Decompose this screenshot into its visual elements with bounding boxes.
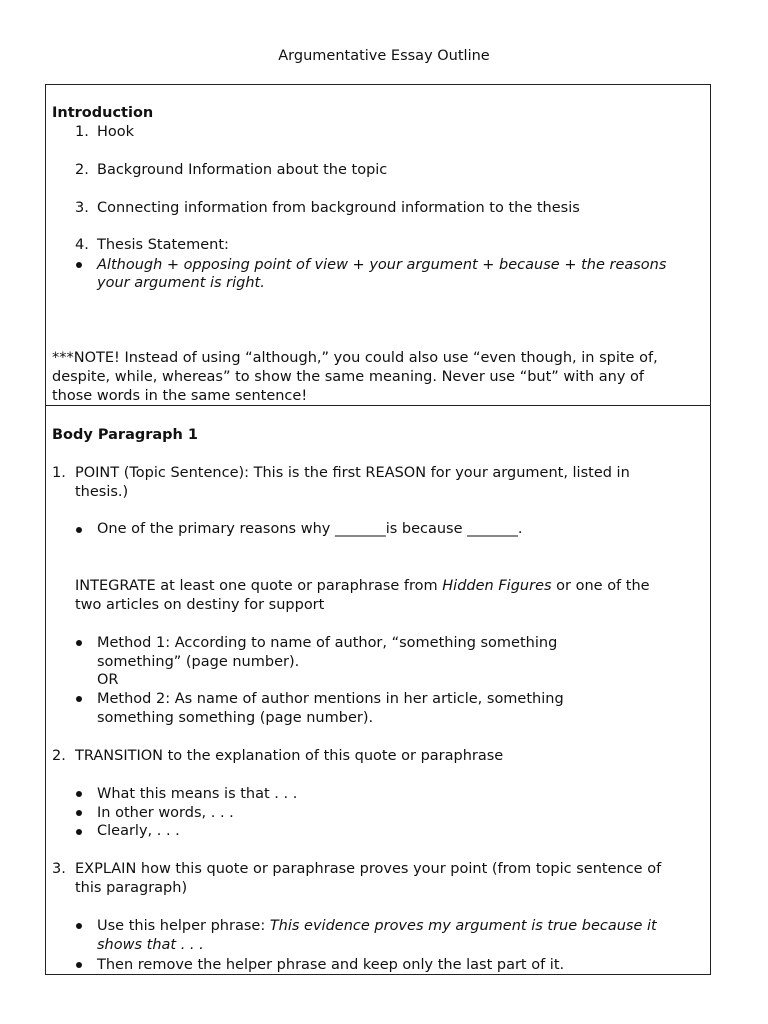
explain-line-1: EXPLAIN how this quote or paraphrase proves your point (from topic sentence of <box>75 861 662 877</box>
bullet-icon <box>76 262 82 268</box>
explain-number: 3. <box>52 861 66 877</box>
intro-item-3-text: Connecting information from background information to the thesis <box>97 200 580 216</box>
bullet-icon <box>76 640 82 646</box>
point-line-1: POINT (Topic Sentence): This is the first REASON for your argument, listed in <box>75 465 630 481</box>
bullet-icon <box>76 810 82 816</box>
thesis-formula-line-1: Although + opposing point of view + your argument + because + the reasons <box>97 257 667 273</box>
method-2-line-1: Method 2: As name of author mentions in her article, something <box>97 691 564 707</box>
method-1-line-1: Method 1: According to name of author, “something something <box>97 635 558 651</box>
intro-item-2-number: 2. <box>75 162 89 178</box>
transition-bullet-2: In other words, . . . <box>97 805 234 821</box>
hidden-figures-title: Hidden Figures <box>442 578 552 594</box>
intro-item-1-number: 1. <box>75 124 89 140</box>
thesis-formula-line-2: your argument is right. <box>97 275 265 291</box>
remove-helper-bullet: Then remove the helper phrase and keep only the last part of it. <box>97 957 565 973</box>
helper-phrase-line-2: shows that . . . <box>97 937 204 953</box>
body-paragraph-1-heading: Body Paragraph 1 <box>52 427 199 443</box>
intro-item-3-number: 3. <box>75 200 89 216</box>
note-line-3: those words in the same sentence! <box>52 388 308 404</box>
bullet-icon <box>76 962 82 968</box>
point-sentence-frame: One of the primary reasons why _______is because _______. <box>97 521 523 537</box>
intro-item-2-text: Background Information about the topic <box>97 162 388 178</box>
bullet-icon <box>76 791 82 797</box>
note-line-2: despite, while, whereas” to show the same meaning. Never use “but” with any of <box>52 369 645 385</box>
integrate-line-1 <box>75 577 650 596</box>
helper-phrase-line-1 <box>97 917 657 936</box>
bullet-icon <box>76 923 82 929</box>
integrate-line-1-end: or one of the <box>551 578 650 594</box>
intro-item-4-text: Thesis Statement: <box>97 237 229 253</box>
transition-bullet-1: What this means is that . . . <box>97 786 298 802</box>
bullet-icon <box>76 527 82 533</box>
method-1-line-2: something” (page number). <box>97 654 300 670</box>
integrate-line-1-start: INTEGRATE at least one quote or paraphrase from <box>75 578 443 594</box>
explain-line-2: this paragraph) <box>75 880 188 896</box>
or-label: OR <box>97 672 119 688</box>
bullet-icon <box>76 829 82 835</box>
point-line-2: thesis.) <box>75 484 129 500</box>
introduction-heading: Introduction <box>52 105 154 121</box>
intro-item-1-text: Hook <box>97 124 135 140</box>
integrate-line-2: two articles on destiny for support <box>75 597 325 613</box>
transition-bullet-3: Clearly, . . . <box>97 823 180 839</box>
method-2-line-2: something something (page number). <box>97 710 374 726</box>
bullet-icon <box>76 696 82 702</box>
transition-number: 2. <box>52 748 66 764</box>
transition-text: TRANSITION to the explanation of this quote or paraphrase <box>75 748 504 764</box>
point-number: 1. <box>52 465 66 481</box>
document-title: Argumentative Essay Outline <box>278 48 490 64</box>
helper-phrase-italic: This evidence proves my argument is true because it <box>269 918 657 934</box>
helper-phrase-label: Use this helper phrase: <box>97 918 270 934</box>
intro-item-4-number: 4. <box>75 237 89 253</box>
note-line-1: ***NOTE! Instead of using “although,” you could also use “even though, in spite of, <box>52 350 658 366</box>
